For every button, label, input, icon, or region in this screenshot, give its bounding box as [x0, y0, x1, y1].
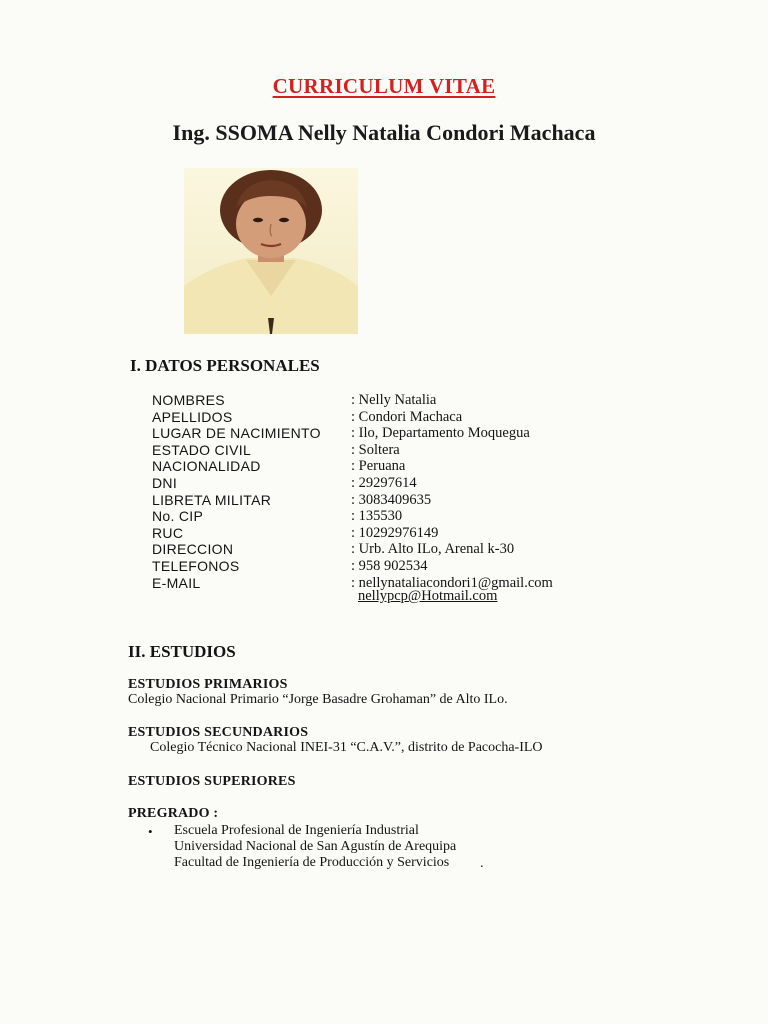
higher-studies-heading: ESTUDIOS SUPERIORES — [128, 774, 296, 789]
pd-row-lugar-nacimiento — [152, 425, 592, 442]
pd-value: : Ilo, Departamento Moquegua — [351, 425, 530, 442]
personal-data-list — [152, 392, 592, 591]
pd-row-nombres — [152, 392, 592, 409]
email-secondary-link[interactable]: nellypcp@Hotmail.com — [358, 588, 498, 604]
pregrado-line-faculty: Facultad de Ingeniería de Producción y Servicios — [174, 855, 450, 870]
pd-label: LUGAR DE NACIMIENTO — [152, 425, 321, 442]
pd-label: APELLIDOS — [152, 408, 233, 425]
pd-label: DIRECCION — [152, 541, 234, 558]
pregrado-line-school: Escuela Profesional de Ingeniería Industrial — [174, 823, 419, 838]
pd-label: DNI — [152, 474, 178, 491]
bullet-icon: • — [148, 824, 153, 839]
pd-label: NOMBRES — [152, 392, 225, 408]
pd-row-estado-civil — [152, 442, 592, 459]
document-title: CURRICULUM VITAE — [272, 74, 496, 98]
pd-label: TELEFONOS — [152, 557, 240, 574]
email-link[interactable]: : nellynataliacondori1@gmail.com — [351, 574, 553, 591]
pd-value: : Condori Machaca — [351, 408, 463, 425]
pd-row-nacionalidad — [152, 458, 592, 475]
pd-row-ruc — [152, 525, 592, 542]
pd-row-cip — [152, 508, 592, 525]
pd-value: : 10292976149 — [351, 524, 439, 541]
studies-heading: II. ESTUDIOS — [128, 642, 236, 661]
pregrado-line-university: Universidad Nacional de San Agustín de Arequipa — [174, 839, 457, 854]
pd-value: : 29297614 — [351, 474, 417, 491]
pd-label: ESTADO CIVIL — [152, 441, 252, 458]
pd-value: : Urb. Alto ILo, Arenal k-30 — [351, 541, 515, 558]
pd-value: : 958 902534 — [351, 557, 428, 574]
personal-data-heading: I. DATOS PERSONALES — [130, 356, 320, 375]
pd-row-direccion — [152, 541, 592, 558]
pd-row-dni — [152, 475, 592, 492]
pd-label: LIBRETA MILITAR — [152, 491, 272, 508]
pd-value: : 3083409635 — [351, 491, 432, 508]
pd-value: : Nelly Natalia — [351, 392, 437, 408]
profile-photo — [184, 168, 358, 334]
pd-label: No. CIP — [152, 508, 204, 525]
pd-label: E-MAIL — [152, 574, 201, 591]
primary-school: Colegio Nacional Primario “Jorge Basadre Grohaman” de Alto ILo. — [128, 692, 508, 707]
pregrado-heading: PREGRADO : — [128, 806, 219, 821]
pd-value: : 135530 — [351, 508, 403, 525]
candidate-name: Ing. SSOMA Nelly Natalia Condori Machaca — [172, 120, 596, 145]
primary-studies-heading: ESTUDIOS PRIMARIOS — [128, 677, 288, 692]
secondary-studies-heading: ESTUDIOS SECUNDARIOS — [128, 725, 309, 740]
pd-value: : Peruana — [351, 458, 406, 475]
pd-row-apellidos — [152, 409, 592, 426]
pd-label: NACIONALIDAD — [152, 458, 261, 475]
pd-row-libreta-militar — [152, 492, 592, 509]
pd-label: RUC — [152, 524, 184, 541]
trailing-mark: . — [480, 856, 484, 871]
pd-value: : Soltera — [351, 441, 400, 458]
secondary-school: Colegio Técnico Nacional INEI-31 “C.A.V.”, distrito de Pacocha-ILO — [150, 740, 543, 755]
pd-row-telefonos — [152, 558, 592, 575]
